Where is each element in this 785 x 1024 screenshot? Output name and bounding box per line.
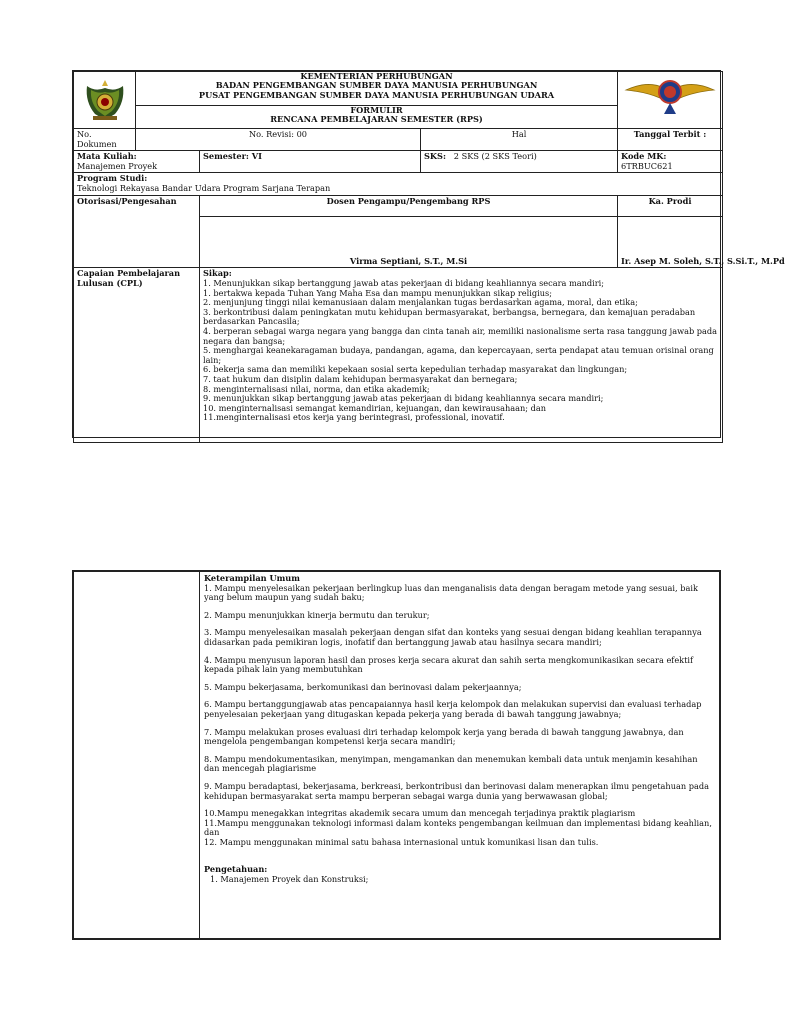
- cpl-label: Capaian Pembelajaran Lulusan (CPL): [74, 268, 200, 443]
- kode-mk-cell: [618, 151, 723, 173]
- keterampilan-title: Keterampilan Umum: [204, 573, 300, 583]
- keterampilan-item: 10.Mampu menegakkan integritas akademik secara umum dan mencegah terjadinya praktik plagiarism: [204, 808, 636, 819]
- sikap-item: 5. menghargai keanekaragaman budaya, pandangan, agama, dan kepercayaan, serta pendapat atau temuan orisinal orang lain;: [203, 345, 714, 365]
- tanggal-terbit: Tanggal Terbit :: [618, 129, 723, 151]
- sikap-item: 1. Menunjukkan sikap bertanggung jawab atas pekerjaan di bidang keahliannya secara mandiri;: [203, 277, 605, 288]
- keterampilan-item: 12. Mampu menggunakan minimal satu bahasa internasional untuk komunikasi lisan dan tulis.: [204, 836, 599, 847]
- hal: Hal: [421, 129, 618, 151]
- keterampilan-item: 6. Mampu bertanggungjawab atas pencapaiannya hasil kerja kelompok dan melakukan supervisi dan evaluasi terhadap penyelesaian pekerjaan yang ditugaskan kepada pekerja yang berada di bawah tanggung jawabnya;: [204, 699, 702, 719]
- header-line-1: KEMENTERIAN PERHUBUNGAN: [300, 71, 453, 81]
- sikap-item: 8. menginternalisasi nilai, norma, dan etika akademik;: [203, 383, 430, 394]
- cpl-label-blank: [74, 572, 200, 939]
- otorisasi-label: Otorisasi/Pengesahan: [74, 196, 200, 268]
- header-line-2: BADAN PENGEMBANGAN SUMBER DAYA MANUSIA PERHUBUNGAN: [215, 80, 538, 91]
- pengetahuan-title: Pengetahuan:: [204, 864, 268, 875]
- ministry-emblem-icon: [81, 76, 129, 124]
- cpl-continued-table: [73, 571, 720, 939]
- dosen-name: Virma Septiani, S.T., M.Si: [349, 255, 468, 266]
- program-studi-value: Teknologi Rekayasa Bandar Udara Program Sarjana Terapan: [77, 182, 331, 193]
- sks-value: 2 SKS (2 SKS Teori): [453, 151, 537, 162]
- header-line-4: FORMULIR: [350, 104, 403, 115]
- program-studi-cell: [74, 173, 723, 196]
- keterampilan-item: 1. Mampu menyelesaikan pekerjaan berlingkup luas dan menganalisis data dengan beragam metode yang sesuai, baik yang belum maupun yang sudah baku;: [204, 582, 698, 603]
- keterampilan-item: 3. Mampu menyelesaikan masalah pekerjaan dengan sifat dan konteks yang sesuai dengan bidang keahlian terapannya didasarkan pada pemikiran logis, inofatif dan bertanggung jawab atau hasilnya secara mandiri;: [204, 627, 702, 647]
- semester: Semester: VI: [200, 151, 421, 173]
- sikap-cell: [200, 268, 723, 443]
- pengetahuan-item: 1. Manajemen Proyek dan Konstruksi;: [210, 874, 369, 885]
- keterampilan-item: 2. Mampu menunjukkan kinerja bermutu dan terukur;: [204, 609, 430, 620]
- mata-kuliah-cell: [74, 151, 200, 173]
- sikap-list: [203, 279, 719, 423]
- header-line-3: PUSAT PENGEMBANGAN SUMBER DAYA MANUSIA PERHUBUNGAN UDARA: [198, 89, 555, 100]
- dosen-label: Dosen Pengampu/Pengembang RPS: [200, 196, 618, 217]
- sikap-item: 2. menjunjung tinggi nilai kemanusiaan dalam menjalankan tugas berdasarkan agama, moral, dan etika;: [203, 297, 638, 308]
- keterampilan-item: 9. Mampu beradaptasi, bekerjasama, berkreasi, berkontribusi dan berinovasi dalam menerapkan ilmu pengetahuan pada kehidupan bermasyarakat serta mampu berperan sebagai warga dunia yang berwawasan global;: [204, 780, 709, 801]
- sikap-title: Sikap:: [203, 268, 232, 279]
- mata-kuliah-value: Manajemen Proyek: [77, 160, 158, 171]
- logo-right-cell: [618, 72, 723, 129]
- aviation-wings-icon: [624, 72, 716, 116]
- logo-left-cell: [74, 72, 136, 129]
- prodi-signature: [618, 217, 785, 268]
- sikap-item: 11.menginternalisasi etos kerja yang berintegrasi, professional, inovatif.: [203, 412, 505, 423]
- sikap-item: 3. berkontribusi dalam peningkatan mutu kehidupan bermasyarakat, berbangsa, bernegara, dan kemajuan peradaban berdasarkan Pancasila;: [203, 306, 696, 327]
- program-studi-label: Program Studi:: [77, 173, 148, 184]
- rps-header-table: [73, 71, 785, 443]
- prodi-label: Ka. Prodi: [618, 196, 723, 217]
- keterampilan-item: 5. Mampu bekerjasama, berkomunikasi dan berinovasi dalam pekerjaannya;: [204, 681, 522, 692]
- sikap-item: 7. taat hukum dan disiplin dalam kehidupan bermasyarakat dan bernegara;: [203, 373, 518, 384]
- sikap-item: 10. menginternalisasi semangat kemandirian, kejuangan, dan kewirausahaan; dan: [203, 402, 547, 413]
- header-line-5: RENCANA PEMBELAJARAN SEMESTER (RPS): [270, 114, 483, 125]
- dosen-signature: [200, 217, 618, 268]
- no-revisi: No. Revisi: 00: [136, 129, 421, 151]
- prodi-name: Ir. Asep M. Soleh, S.T., S.Si.T., M.Pd: [621, 255, 785, 266]
- page-2: [72, 570, 721, 940]
- keterampilan-item: 7. Mampu melakukan proses evaluasi diri terhadap kelompok kerja yang berada di bawah tanggung jawabnya, dan mengelola pengembangan kompetensi kerja secara mandiri;: [204, 726, 684, 747]
- sikap-item: 1. bertakwa kepada Tuhan Yang Maha Esa dan mampu menunjukkan sikap religius;: [203, 287, 552, 298]
- sikap-item: 9. menunjukkan sikap bertanggung jawab atas pekerjaan di bidang keahliannya secara mandiri;: [203, 393, 604, 404]
- header-titles: [136, 72, 618, 106]
- keterampilan-item: 4. Mampu menyusun laporan hasil dan proses kerja secara akurat dan sahih serta mengkomunikasikan secara efektif kepada pihak lain yang membutuhkan: [204, 654, 694, 675]
- mata-kuliah-label: Mata Kuliah:: [77, 151, 137, 162]
- sks-label: SKS:: [424, 151, 446, 162]
- keterampilan-item: 11.Mampu menggunakan teknologi informasi dalam konteks pengembangan keilmuan dan implementasi bidang keahlian, dan: [204, 817, 712, 838]
- sks-cell: [421, 151, 618, 173]
- keterampilan-list: [204, 584, 715, 848]
- sikap-item: 4. berperan sebagai warga negara yang bangga dan cinta tanah air, memiliki nasionalisme serta rasa tanggung jawab pada negara dan bangsa;: [203, 325, 718, 346]
- page-1: [72, 70, 785, 438]
- no-dokumen: No. Dokumen: [74, 129, 136, 151]
- keterampilan-item: 8. Mampu mendokumentasikan, menyimpan, mengamankan dan menemukan kembali data untuk menjamin kesahihan dan mencegah plagiarisme: [204, 753, 698, 774]
- kode-mk-value: 6TRBUC621: [621, 160, 673, 171]
- sikap-item: 6. bekerja sama dan memiliki kepekaan sosial serta kepedulian terhadap masyarakat dan lingkungan;: [203, 364, 628, 375]
- kode-mk-label: Kode MK:: [621, 151, 667, 162]
- keterampilan-cell: [200, 572, 720, 939]
- form-title: [136, 105, 618, 128]
